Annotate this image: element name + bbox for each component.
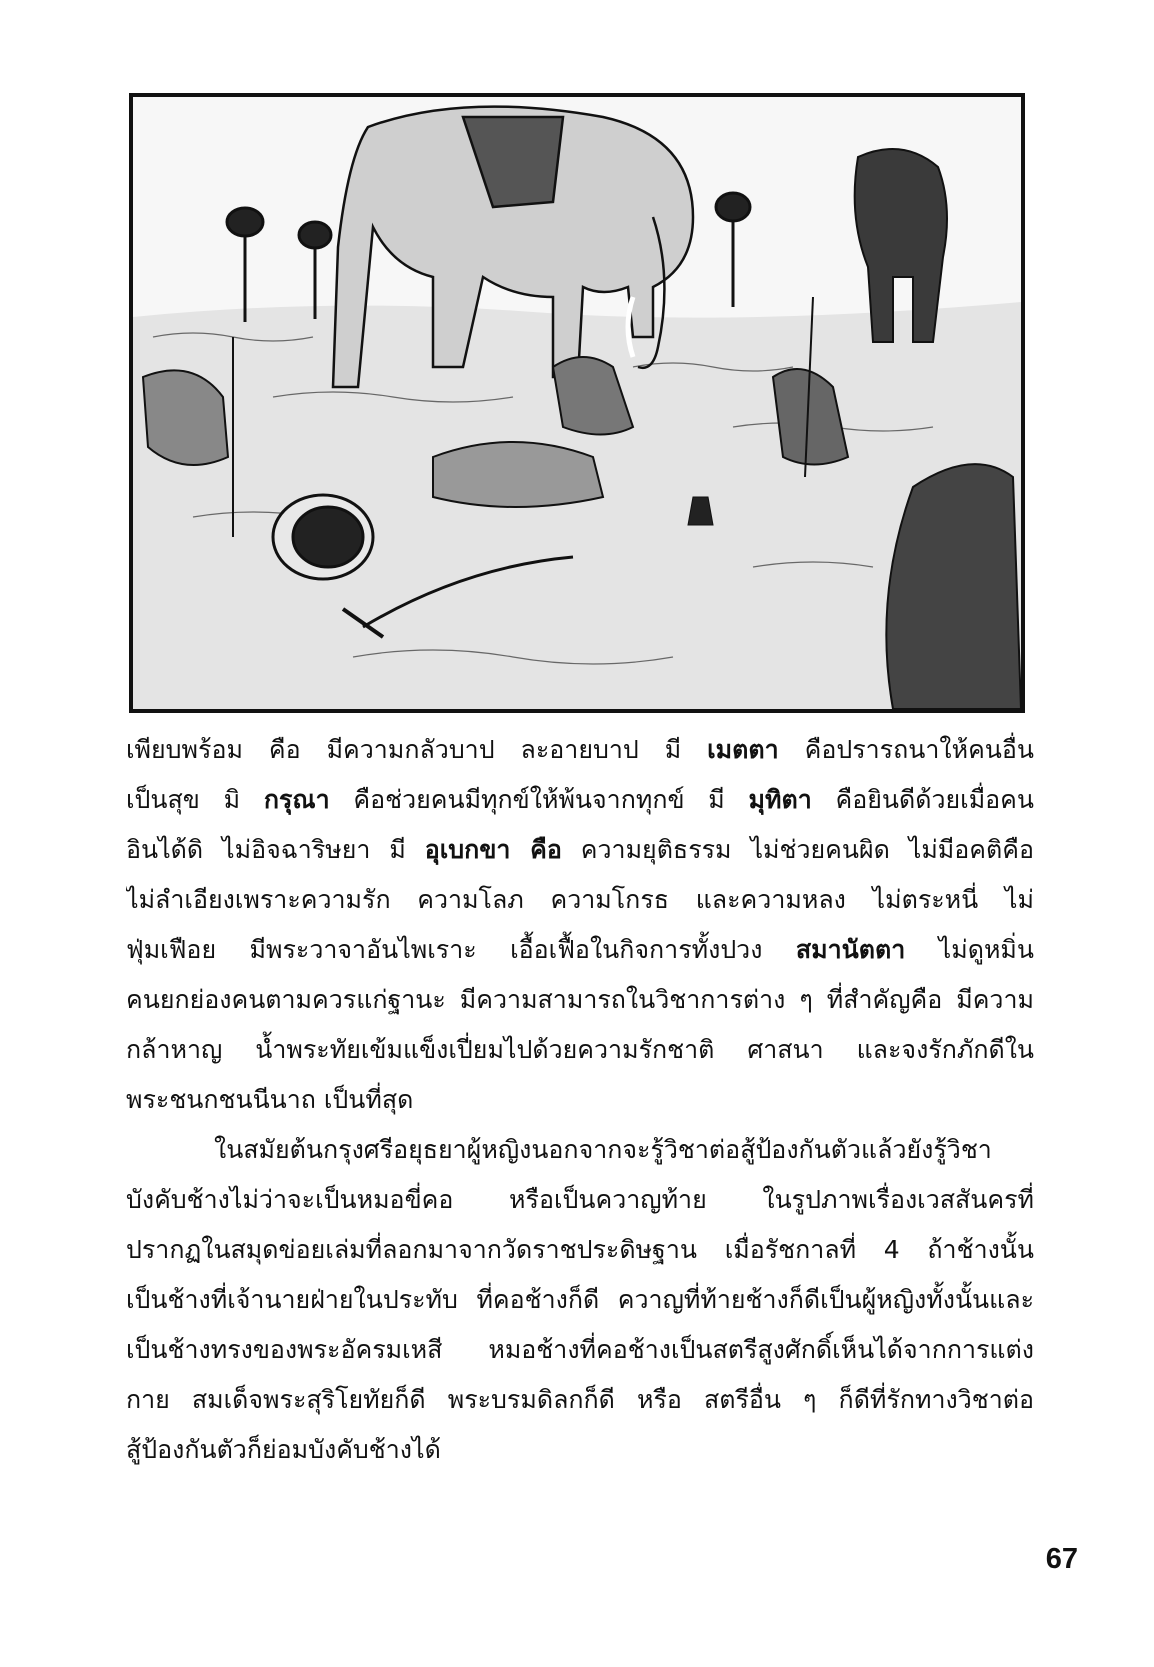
text-segment: ความยุติธรรม ไม่ช่วยคนผิด ไม่มีอคติคือ [561,835,1034,864]
text-line: ในสมัยต้นกรุงศรีอยุธยาผู้หญิงนอกจากจะรู้วิชาต่อสู้ป้องกันตัวแล้วยังรู้วิชา [214,1135,992,1164]
text-line [126,975,1034,1025]
text-line [126,925,1034,975]
text-segment: ฟุ่มเฟือย มีพระวาจาอันไพเราะ เอื้อเฟื้อในกิจการทั้งปวง [126,935,796,964]
bold-term: กรุณา [263,785,330,814]
text-line: เป็นช้างที่เจ้านายฝ่ายในประทับ ที่คอช้างก็ดี ควาญที่ท้ายช้างก็ดีเป็นผู้หญิงทั้งนั้นและ [126,1285,1034,1314]
illustration-elephant-scene [129,93,1025,713]
text-segment: คนยกย่องคนตามควรแก่ฐานะ มีความสามารถในวิชาการต่าง ๆ ที่สำคัญคือ มีความ [126,985,1034,1014]
paragraph-1 [126,725,1034,1125]
bold-term: เมตตา [707,735,779,764]
text-segment: พระชนกชนนีนาถ เป็นที่สุด [126,1085,414,1114]
bold-term: มุทิตา [748,785,812,814]
text-line [126,825,1034,875]
page-number: 67 [1045,1543,1078,1575]
bold-term: สมานัตตา [795,935,906,964]
bold-term: อุเบกขา คือ [424,835,562,864]
text-line [126,1025,1034,1075]
text-segment: ไม่ดูหมิ่น [905,935,1034,964]
text-line: บังคับช้างไม่ว่าจะเป็นหมอขี่คอ หรือเป็นควาญท้าย ในรูปภาพเรื่องเวสสันครที่ [126,1185,1034,1214]
text-segment: คือปรารถนาให้คนอื่น [778,735,1034,764]
text-segment: เป็นสุข มิ [126,785,264,814]
text-segment: คือช่วยคนมีทุกข์ให้พ้นจากทุกข์ มี [329,785,749,814]
text-line: ปรากฏในสมุดข่อยเล่มที่ลอกมาจากวัดราชประดิษฐาน เมื่อรัชกาลที่ 4 ถ้าช้างนั้น [126,1235,1034,1264]
text-segment: เพียบพร้อม คือ มีความกลัวบาป ละอายบาป มี [126,735,708,764]
elephant-scene-drawing [133,97,1021,709]
text-line [126,725,1034,775]
text-segment: กล้าหาญ น้ำพระทัยเข้มแข็งเปี่ยมไปด้วยความรักชาติ ศาสนา และจงรักภักดีใน [126,1035,1034,1064]
text-line [126,1075,1034,1125]
text-segment: อินได้ดิ ไม่อิจฉาริษยา มี [126,835,425,864]
paragraph-2 [126,1125,1034,1475]
text-line: กาย สมเด็จพระสุริโยทัยก็ดี พระบรมดิลกก็ดี หรือ สตรีอื่น ๆ ก็ดีที่รักทางวิชาต่อ [126,1385,1034,1414]
text-line [126,875,1034,925]
text-segment: คือยินดีด้วยเมื่อคน [811,785,1034,814]
text-line: สู้ป้องกันตัวก็ย่อมบังคับช้างได้ [126,1435,441,1464]
text-line: เป็นช้างทรงของพระอัครมเหสี หมอช้างที่คอช้างเป็นสตรีสูงศักดิ์เห็นได้จากการแต่ง [126,1335,1034,1364]
text-segment: ไม่ลำเอียงเพราะความรัก ความโลภ ความโกรธ และความหลง ไม่ตระหนี่ ไม่ [126,885,1034,914]
body-text [126,725,1034,1475]
text-line [126,775,1034,825]
